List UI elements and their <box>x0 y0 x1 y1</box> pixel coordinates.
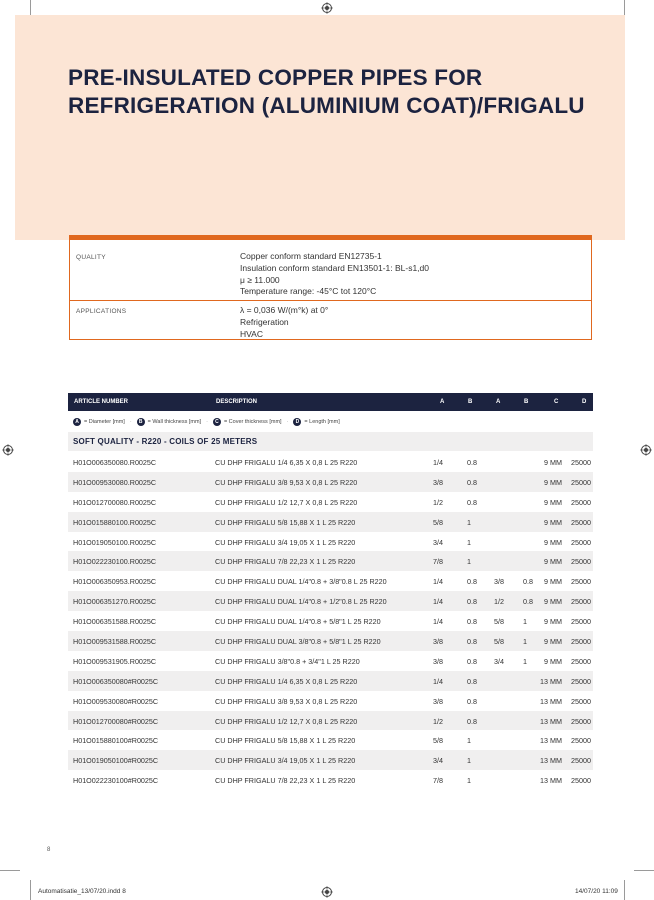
cell-c: 13 MM <box>540 736 562 746</box>
cell-a1: 7/8 <box>433 776 443 786</box>
legend-separator: · <box>286 419 289 425</box>
cell-a1: 3/8 <box>433 477 443 487</box>
cell-d: 25000 <box>571 776 591 786</box>
spec-row-quality <box>70 248 591 301</box>
cell-description: CU DHP FRIGALU 5/8 15,88 X 1 L 25 R220 <box>215 736 356 746</box>
table-row <box>68 730 593 750</box>
cell-c: 13 MM <box>540 756 562 766</box>
legend-separator: · <box>129 419 132 425</box>
header-c: C <box>554 399 559 405</box>
cell-a1: 5/8 <box>433 736 443 746</box>
dimension-legend <box>73 418 340 426</box>
cell-a1: 5/8 <box>433 517 443 527</box>
table-row <box>68 532 593 552</box>
cell-article-number: H01O006351588.R0025C <box>73 617 157 627</box>
spec-row-applications <box>70 302 591 340</box>
cell-c: 9 MM <box>544 458 562 467</box>
registration-mark-icon <box>2 444 14 456</box>
crop-mark <box>0 870 20 871</box>
cell-a1: 3/4 <box>433 537 443 547</box>
spec-value: μ ≥ 11.000 <box>240 274 280 285</box>
cell-d: 25000 <box>571 736 591 746</box>
cell-b1: 0.8 <box>467 477 477 487</box>
cell-d: 25000 <box>571 537 591 547</box>
cell-description: CU DHP FRIGALU 5/8 15,88 X 1 L 25 R220 <box>215 517 356 527</box>
spec-value: Insulation conform standard EN13501-1: BL-s1,d0 <box>240 262 430 273</box>
cell-b1: 1 <box>467 557 471 567</box>
cell-article-number: H01O022230100.R0025C <box>73 557 157 567</box>
cell-d: 25000 <box>571 617 591 627</box>
cell-description: CU DHP FRIGALU 7/8 22,23 X 1 L 25 R220 <box>215 776 356 786</box>
cell-d: 25000 <box>571 637 591 647</box>
legend-badge-c: C <box>213 418 221 426</box>
cell-b1: 1 <box>467 736 471 746</box>
cell-description: CU DHP FRIGALU DUAL 3/8"0.8 + 5/8"1 L 25 R220 <box>215 637 381 647</box>
hero-background <box>15 15 625 240</box>
table-row <box>68 551 593 571</box>
footer-timestamp: 14/07/20 11:09 <box>575 888 618 895</box>
cell-a1: 3/4 <box>433 756 443 766</box>
table-row <box>68 452 593 472</box>
cell-article-number: H01O006350953.R0025C <box>73 577 157 587</box>
cell-a1: 1/2 <box>433 497 443 507</box>
cell-a1: 7/8 <box>433 557 443 567</box>
footer-file-info: Automatisatie_13/07/20.indd 8 <box>38 888 126 895</box>
cell-article-number: H01O006350080#R0025C <box>73 676 159 686</box>
cell-a1: 3/8 <box>433 696 443 706</box>
legend-text-c: = Cover thickness [mm] <box>223 419 282 425</box>
cell-description: CU DHP FRIGALU 3/4 19,05 X 1 L 25 R220 <box>215 537 356 547</box>
cell-c: 9 MM <box>544 537 562 547</box>
cell-c: 9 MM <box>544 617 562 627</box>
registration-mark-icon <box>321 2 333 14</box>
spec-values-applications <box>240 305 328 340</box>
cell-a2: 3/4 <box>494 656 504 666</box>
cell-c: 13 MM <box>540 676 562 686</box>
cell-a2: 5/8 <box>494 617 504 627</box>
cell-a1: 1/4 <box>433 597 443 607</box>
cell-description: CU DHP FRIGALU 3/4 19,05 X 1 L 25 R220 <box>215 756 356 766</box>
cell-b1: 0.8 <box>467 716 477 726</box>
legend-separator: · <box>206 419 208 425</box>
cell-c: 9 MM <box>544 597 562 607</box>
table-row <box>68 651 593 671</box>
legend-badge-d: D <box>293 418 301 426</box>
legend-badge-a: A <box>73 418 81 426</box>
cell-b2: 1 <box>523 656 527 666</box>
cell-description: CU DHP FRIGALU 1/2 12,7 X 0,8 L 25 R220 <box>215 716 358 726</box>
cell-article-number: H01O019050100#R0025C <box>73 756 159 766</box>
cell-a1: 1/4 <box>433 577 443 587</box>
cell-article-number: H01O019050100.R0025C <box>73 537 157 547</box>
cell-b1: 0.8 <box>467 696 477 706</box>
spec-label-applications: APPLICATIONS <box>76 308 127 315</box>
legend-badge-b: B <box>137 418 145 426</box>
table-row <box>68 711 593 731</box>
cell-article-number: H01O009530080.R0025C <box>73 477 157 487</box>
cell-b2: 0.8 <box>523 577 533 587</box>
cell-article-number: H01O006351270.R0025C <box>73 597 157 607</box>
header-b1: B <box>468 399 473 405</box>
cell-description: CU DHP FRIGALU 3/8 9,53 X 0,8 L 25 R220 <box>215 477 358 487</box>
table-row <box>68 512 593 532</box>
cell-a1: 1/4 <box>433 617 443 627</box>
cell-description: CU DHP FRIGALU DUAL 1/4"0.8 + 1/2"0.8 L 25 R220 <box>215 597 387 607</box>
cell-c: 9 MM <box>544 577 562 587</box>
table-row <box>68 472 593 492</box>
cell-b1: 1 <box>467 517 471 527</box>
cell-d: 25000 <box>571 458 591 467</box>
cell-b1: 0.8 <box>467 497 477 507</box>
header-description: DESCRIPTION <box>216 399 258 405</box>
table-row <box>68 611 593 631</box>
legend-text-b: = Wall thickness [mm] <box>147 419 202 425</box>
page-number: 8 <box>47 847 51 853</box>
table-row <box>68 770 593 790</box>
registration-mark-icon <box>321 886 333 898</box>
crop-mark <box>624 880 625 900</box>
cell-d: 25000 <box>571 756 591 766</box>
legend-text-d: = Length [mm] <box>304 419 340 425</box>
cell-b1: 0.8 <box>467 597 477 607</box>
page-title <box>68 64 608 120</box>
table-row <box>68 691 593 711</box>
cell-description: CU DHP FRIGALU DUAL 1/4"0.8 + 3/8"0.8 L 25 R220 <box>215 577 387 587</box>
cell-a2: 1/2 <box>494 597 504 607</box>
cell-b1: 1 <box>467 756 471 766</box>
spec-value: λ = 0,036 W/(m°k) at 0° <box>240 305 329 315</box>
table-row <box>68 492 593 512</box>
header-d: D <box>582 399 587 405</box>
cell-c: 13 MM <box>540 776 562 786</box>
cell-b1: 0.8 <box>467 458 477 467</box>
spec-label-quality: QUALITY <box>76 254 106 261</box>
cell-d: 25000 <box>571 716 591 726</box>
cell-a1: 3/8 <box>433 637 443 647</box>
cell-description: CU DHP FRIGALU 3/8 9,53 X 0,8 L 25 R220 <box>215 696 358 706</box>
cell-article-number: H01O006350080.R0025C <box>73 458 157 467</box>
cell-a2: 5/8 <box>494 637 504 647</box>
header-article-number: ARTICLE NUMBER <box>74 399 128 405</box>
registration-mark-icon <box>640 444 652 456</box>
page-title-line-2: REFRIGERATION (ALUMINIUM COAT)/FRIGALU <box>68 93 585 118</box>
table-body <box>68 452 593 790</box>
cell-b2: 0.8 <box>523 597 533 607</box>
cell-b1: 0.8 <box>467 676 477 686</box>
section-title: SOFT QUALITY - R220 - COILS OF 25 METERS <box>73 437 258 446</box>
spec-box <box>69 235 592 340</box>
cell-a2: 3/8 <box>494 577 504 587</box>
cell-c: 9 MM <box>544 557 562 567</box>
cell-b1: 0.8 <box>467 617 477 627</box>
cell-a1: 1/2 <box>433 716 443 726</box>
cell-c: 9 MM <box>544 517 562 527</box>
cell-article-number: H01O015880100#R0025C <box>73 736 159 746</box>
cell-article-number: H01O009531588.R0025C <box>73 637 157 647</box>
cell-b2: 1 <box>523 637 527 647</box>
cell-d: 25000 <box>571 656 591 666</box>
cell-d: 25000 <box>571 477 591 487</box>
table-row <box>68 571 593 591</box>
cell-article-number: H01O022230100#R0025C <box>73 776 159 786</box>
cell-article-number: H01O009530080#R0025C <box>73 696 159 706</box>
cell-description: CU DHP FRIGALU 3/8"0.8 + 3/4"1 L 25 R220 <box>215 656 360 666</box>
cell-description: CU DHP FRIGALU 7/8 22,23 X 1 L 25 R220 <box>215 557 356 567</box>
cell-b1: 0.8 <box>467 577 477 587</box>
cell-description: CU DHP FRIGALU 1/2 12,7 X 0,8 L 25 R220 <box>215 497 358 507</box>
cell-description: CU DHP FRIGALU DUAL 1/4"0.8 + 5/8"1 L 25 R220 <box>215 617 381 627</box>
page-title-line-1: PRE-INSULATED COPPER PIPES FOR <box>68 65 483 90</box>
crop-mark <box>30 880 31 900</box>
cell-d: 25000 <box>571 696 591 706</box>
spec-value: HVAC <box>240 328 263 339</box>
spec-value: Copper conform standard EN12735-1 <box>240 251 382 261</box>
cell-article-number: H01O009531905.R0025C <box>73 656 157 666</box>
cell-description: CU DHP FRIGALU 1/4 6,35 X 0,8 L 25 R220 <box>215 676 358 686</box>
cell-c: 9 MM <box>544 656 562 666</box>
cell-b1: 1 <box>467 776 471 786</box>
header-a1: A <box>440 399 445 405</box>
cell-a1: 1/4 <box>433 458 443 467</box>
cell-b1: 1 <box>467 537 471 547</box>
section-header <box>68 432 593 451</box>
cell-d: 25000 <box>571 597 591 607</box>
crop-mark <box>634 870 654 871</box>
cell-d: 25000 <box>571 577 591 587</box>
table-row <box>68 671 593 691</box>
table-header <box>68 393 593 411</box>
header-a2: A <box>496 399 501 405</box>
cell-article-number: H01O012700080.R0025C <box>73 497 157 507</box>
cell-d: 25000 <box>571 517 591 527</box>
table-row <box>68 631 593 651</box>
cell-a1: 3/8 <box>433 656 443 666</box>
spec-values-quality <box>240 251 429 298</box>
spec-value: Temperature range: -45°C tot 120°C <box>240 286 377 297</box>
cell-b1: 0.8 <box>467 637 477 647</box>
cell-b1: 0.8 <box>467 656 477 666</box>
table-row <box>68 591 593 611</box>
legend-text-a: = Diameter [mm] <box>84 419 125 425</box>
cell-b2: 1 <box>523 617 527 627</box>
cell-article-number: H01O012700080#R0025C <box>73 716 159 726</box>
cell-c: 13 MM <box>540 716 562 726</box>
cell-a1: 1/4 <box>433 676 443 686</box>
cell-c: 13 MM <box>540 696 562 706</box>
cell-c: 9 MM <box>544 497 562 507</box>
cell-c: 9 MM <box>544 477 562 487</box>
cell-d: 25000 <box>571 557 591 567</box>
cell-description: CU DHP FRIGALU 1/4 6,35 X 0,8 L 25 R220 <box>215 458 358 467</box>
table-row <box>68 750 593 770</box>
cell-article-number: H01O015880100.R0025C <box>73 517 157 527</box>
spec-value: Refrigeration <box>240 316 289 327</box>
cell-d: 25000 <box>571 676 591 686</box>
cell-d: 25000 <box>571 497 591 507</box>
header-b2: B <box>524 399 529 405</box>
cell-c: 9 MM <box>544 637 562 647</box>
